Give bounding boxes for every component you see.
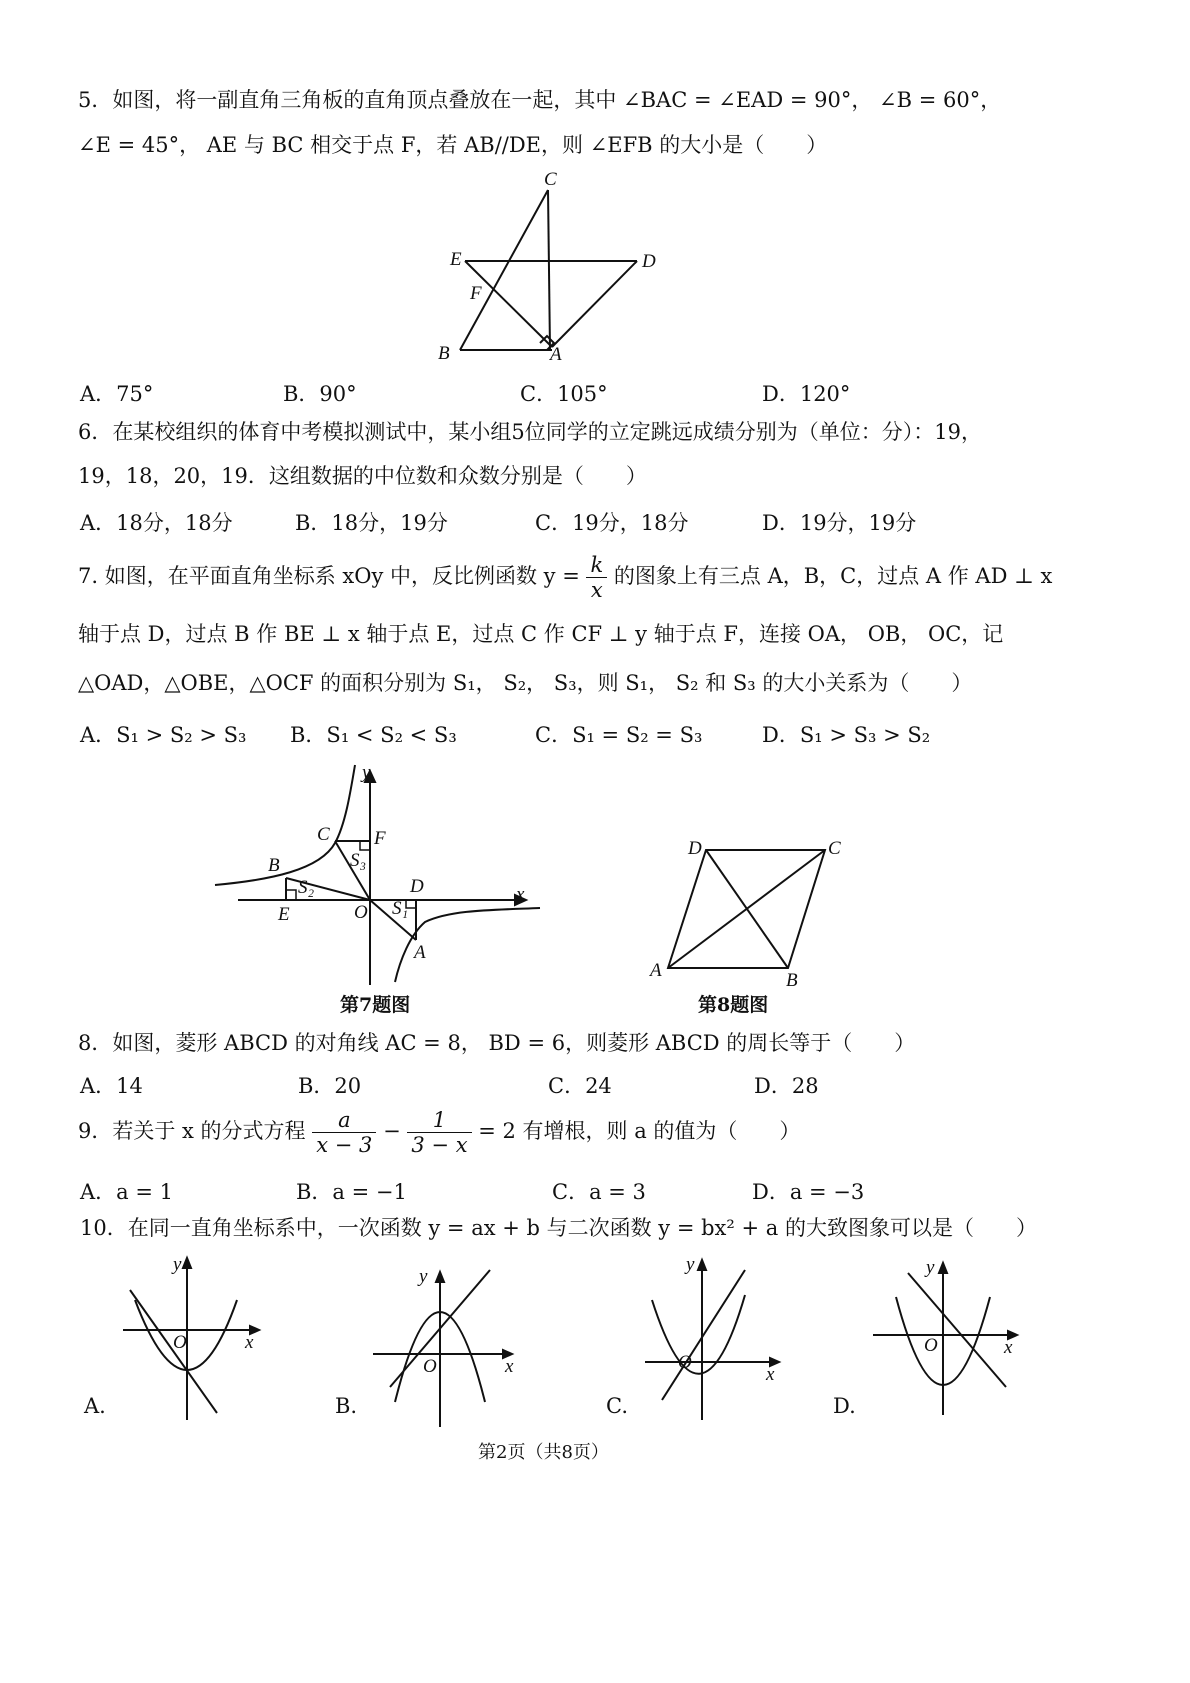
hyperbola-left-branch [215,765,355,885]
q7-figure [210,760,550,990]
q10-option-d: D. [833,1394,856,1418]
q7-fraction-k-over-x [586,553,607,602]
q9-option-c: C．a = 3 [552,1180,646,1204]
q7-frac-numerator: k [586,553,607,578]
q8-figure [640,830,870,990]
q10-graph-c [640,1250,800,1425]
label-o: O [924,1335,938,1356]
label-e: E [450,249,462,270]
q8-option-b: B．20 [298,1074,362,1098]
label-b: B [438,343,450,364]
label-s3: S₃ [350,850,367,871]
q7-stem-line1-part1: 7. 如图，在平面直角坐标系 xOy 中，反比例函数 y = [78,564,580,588]
q5-option-b: B．90° [283,382,357,406]
q9-stem-line1 [78,1108,800,1157]
q7-option-b: B．S₁ < S₂ < S₃ [290,723,457,747]
q6-option-d: D．19分，19分 [762,511,917,535]
label-o: O [423,1356,437,1377]
label-o: O [173,1332,187,1353]
q5-option-c: C．105° [520,382,608,406]
right-angle-f [360,841,370,850]
label-x: x [1004,1337,1013,1358]
q6-option-c: C．19分，18分 [535,511,689,535]
q9-frac1-numerator: a [312,1108,376,1133]
q6-option-b: B．18分，19分 [295,511,448,535]
q7-option-a: A．S₁ > S₂ > S₃ [80,723,247,747]
q5-figure [420,165,700,375]
q8-option-c: C．24 [548,1074,612,1098]
q10-graph-d [868,1255,1028,1425]
q9-frac1-denominator: x − 3 [316,1133,373,1157]
label-f: F [374,828,386,849]
q6-option-a: A．18分，18分 [80,511,233,535]
label-f: F [470,283,482,304]
q7-stem-line3: △OAD，△OBE，△OCF 的面积分别为 S₁， S₂， S₃，则 S₁， S₂ 和 S₃ 的大小关系为（ ） [78,671,973,695]
q5-stem-line2: ∠E = 45°， AE 与 BC 相交于点 F，若 AB//DE，则 ∠EFB 的大小是（ ） [78,133,828,157]
label-d: D [688,838,702,859]
q7-option-c: C．S₁ = S₂ = S₃ [535,723,703,747]
label-x: x [766,1364,775,1385]
y-arrow [698,1260,706,1270]
label-a: A [414,942,426,963]
label-o: O [678,1352,692,1373]
q9-minus-sign: − [383,1119,401,1143]
label-y: y [419,1266,428,1287]
label-c: C [317,824,330,845]
straight-line [662,1270,745,1400]
label-s1: S₁ [392,898,409,919]
q10-graph-b [365,1262,525,1432]
label-c: C [544,169,557,190]
right-angle-e [286,890,296,900]
q9-stem-part1: 9．若关于 x 的分式方程 [78,1119,306,1143]
q6-stem-line1: 6．在某校组织的体育中考模拟测试中，某小组5位同学的立定跳远成绩分别为（单位：分）：19， [78,420,982,444]
q7-figure-caption: 第7题图 [340,994,411,1016]
q9-frac2-numerator: 1 [407,1108,471,1133]
segment-da [552,261,637,347]
y-arrow [436,1272,444,1282]
label-x: x [245,1332,254,1353]
page-footer: 第2页（共8页） [478,1442,609,1463]
label-o: O [354,902,368,923]
q9-fraction-1 [312,1108,376,1157]
q7-option-d: D．S₁ > S₃ > S₂ [762,723,931,747]
q10-graph-a [115,1250,265,1425]
q6-stem-line2: 19，18，20，19．这组数据的中位数和众数分别是（ ） [78,464,647,488]
segment-ea [465,261,552,347]
label-y: y [173,1254,182,1275]
q5-option-a: A．75° [80,382,154,406]
q8-figure-caption: 第8题图 [698,994,769,1016]
q7-frac-denominator: x [590,578,603,602]
label-x: x [505,1356,514,1377]
label-b: B [786,970,798,990]
q8-stem-line1: 8．如图，菱形 ABCD 的对角线 AC = 8， BD = 6，则菱形 ABCD 的周长等于（ ） [78,1031,916,1055]
q10-stem-line1: 10．在同一直角坐标系中，一次函数 y = ax + b 与二次函数 y = bx² + a 的大致图象可以是（ ） [80,1216,1037,1240]
label-e: E [278,904,290,925]
q9-fraction-2 [407,1108,471,1157]
label-a: A [550,344,562,365]
label-d: D [410,876,424,897]
y-arrow [183,1258,191,1268]
q5-option-d: D．120° [762,382,851,406]
q10-option-a: A. [84,1394,106,1418]
q7-stem-line2: 轴于点 D，过点 B 作 BE ⊥ x 轴于点 E，过点 C 作 CF ⊥ y 轴于点 F，连接 OA， OB， OC，记 [78,622,1004,646]
label-y: y [686,1254,695,1275]
q5-stem-line1: 5．如图，将一副直角三角板的直角顶点叠放在一起，其中 ∠BAC = ∠EAD = 90°， ∠B = 60°， [78,88,1002,112]
q9-option-b: B．a = −1 [296,1180,407,1204]
label-x: x [516,884,525,905]
label-y: y [362,762,371,783]
label-a: A [650,960,662,981]
label-c: C [828,838,841,859]
q7-stem-line1-part2: 的图象上有三点 A，B，C，过点 A 作 AD ⊥ x [613,564,1053,588]
diagonal-bd [706,850,788,968]
q9-stem-part2: = 2 有增根，则 a 的值为（ ） [478,1119,801,1143]
q9-frac2-denominator: 3 − x [411,1133,468,1157]
segment-ca [548,190,550,350]
q8-option-d: D．28 [754,1074,819,1098]
label-y: y [926,1257,935,1278]
y-arrow [939,1263,947,1273]
label-s2: S₂ [298,877,315,898]
q10-option-b: B. [335,1394,358,1418]
label-b: B [268,855,280,876]
q10-option-c: C. [606,1394,628,1418]
label-d: D [642,251,656,272]
q9-option-d: D．a = −3 [752,1180,865,1204]
q9-option-a: A．a = 1 [80,1180,173,1204]
q8-option-a: A．14 [80,1074,143,1098]
q7-stem-line1 [78,553,1052,602]
